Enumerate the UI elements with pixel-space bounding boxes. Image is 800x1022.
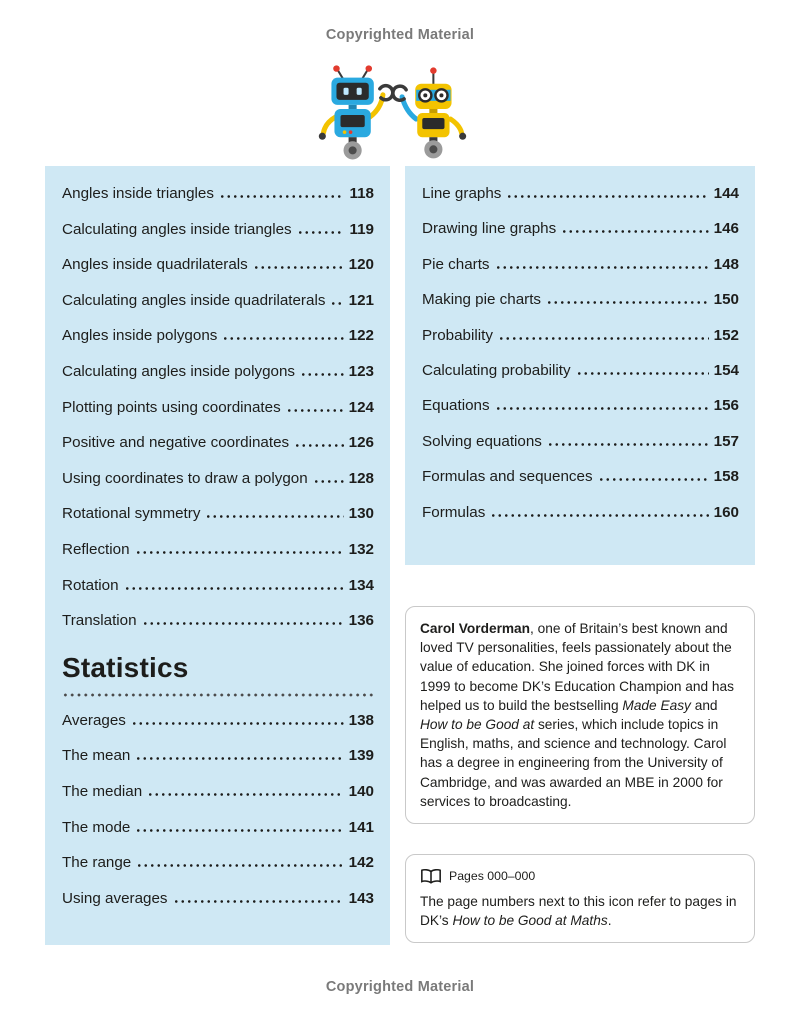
toc-entry: [62, 425, 374, 461]
toc-entry-page: 140: [348, 782, 374, 800]
dot-leader: [222, 337, 343, 340]
toc-entry: [62, 212, 374, 248]
toc-entry: [62, 176, 374, 212]
toc-entry-label: Calculating probability: [422, 361, 571, 379]
toc-entry-label: Calculating angles inside triangles: [62, 220, 292, 238]
dot-leader: [297, 231, 345, 234]
toc-entry-page: 156: [713, 397, 739, 415]
toc-entry: [422, 318, 739, 353]
toc-entry-page: 128: [348, 469, 374, 487]
copyright-notice-top: Copyrighted Material: [325, 27, 475, 43]
toc-entry-page: 132: [348, 540, 374, 558]
toc-entry: [62, 845, 374, 881]
toc-entry-page: 142: [348, 854, 374, 872]
pages-note-header: [420, 867, 740, 886]
dot-leader: [506, 195, 708, 198]
toc-entry-page: 121: [348, 291, 374, 309]
toc-entry-page: 144: [713, 185, 739, 202]
toc-panel-right: [405, 166, 755, 565]
toc-entry: [422, 211, 739, 246]
dot-leader: [313, 480, 344, 483]
toc-entry-page: 150: [713, 291, 739, 309]
dot-leader: [490, 514, 708, 517]
section-heading-statistics: Statistics: [62, 651, 189, 683]
dot-leader: [294, 444, 344, 447]
toc-entry-page: 146: [713, 220, 739, 238]
toc-entry-label: Calculating angles inside polygons: [62, 362, 296, 380]
dot-leader: [495, 266, 709, 269]
dot-leader: [495, 407, 709, 410]
toc-entry: [62, 703, 374, 739]
toc-entry-page: 138: [348, 711, 374, 729]
toc-entry: [422, 353, 739, 388]
toc-entry: [62, 532, 374, 568]
dot-leader: [131, 722, 344, 725]
toc-entry-label: Reflection: [62, 540, 130, 558]
robots-graphic: [287, 62, 499, 164]
toc-entry: [62, 603, 374, 639]
toc-entry-page: 152: [713, 326, 739, 344]
toc-entry-label: The range: [62, 854, 132, 872]
dot-leader: [598, 478, 709, 481]
dot-leader: [124, 587, 344, 590]
robot-yellow: [393, 67, 466, 158]
toc-entry-label: Formulas: [422, 503, 486, 521]
toc-entry-page: 158: [713, 468, 739, 486]
dot-leader: [135, 757, 343, 760]
toc-entry-page: 136: [348, 612, 374, 630]
toc-entry-label: Averages: [62, 711, 126, 729]
toc-panel-left: [45, 166, 390, 945]
toc-entry: [422, 388, 739, 423]
toc-entry-label: Angles inside triangles: [62, 185, 214, 202]
toc-entry-label: Solving equations: [422, 432, 542, 450]
bio-text: , one of Britain’s best known and loved TV personalities, feels passionately about the value of education. She joined forces with DK in 1999 to become DK’s Education Champion and has helped us to build the bestselling: [420, 621, 735, 713]
toc-entry-page: 123: [348, 362, 374, 380]
toc-entry-label: Plotting points using coordinates: [62, 398, 281, 416]
toc-entry: [62, 390, 374, 426]
dot-leader: [147, 793, 343, 796]
pages-note-text: The page numbers next to this icon refer to pages in DK’s How to be Good at Maths.: [420, 894, 737, 928]
dot-leader: [498, 337, 709, 340]
dot-leader: [547, 443, 709, 446]
toc-entry: [62, 774, 374, 810]
dot-leader: [576, 372, 709, 375]
dot-leader: [253, 266, 344, 269]
toc-entry-label: Using averages: [62, 889, 168, 907]
toc-entry: [62, 461, 374, 497]
toc-entry-label: Angles inside quadrilaterals: [62, 256, 248, 274]
toc-entry: [62, 354, 374, 390]
toc-entry: [422, 176, 739, 211]
robots-illustration: [287, 62, 499, 164]
bio-text: and: [690, 697, 718, 713]
book-title-italic: How to be Good at Maths: [452, 913, 608, 928]
toc-entry-label: The median: [62, 782, 143, 800]
toc-entry-page: 118: [349, 185, 374, 202]
toc-entry: [62, 247, 374, 283]
toc-entry-label: The mode: [62, 818, 131, 836]
author-name: Carol Vorderman: [420, 621, 531, 636]
toc-entry: [62, 568, 374, 604]
author-bio-box: [405, 606, 755, 824]
toc-entry: [62, 318, 374, 354]
toc-entry-page: 130: [348, 505, 374, 523]
toc-entry-label: Making pie charts: [422, 291, 542, 309]
toc-entry-label: Pie charts: [422, 255, 490, 273]
robot-blue: [319, 65, 393, 159]
dot-leader: [300, 373, 344, 376]
toc-entry: [422, 282, 739, 317]
toc-entry: [62, 738, 374, 774]
toc-entry-label: Angles inside polygons: [62, 327, 218, 345]
toc-entry-page: 126: [348, 434, 374, 452]
dot-leader: [136, 864, 343, 867]
dot-leader: [173, 900, 344, 903]
toc-entry-page: 124: [348, 398, 374, 416]
toc-entry: [422, 424, 739, 459]
toc-entry-label: Equations: [422, 397, 490, 415]
bio-title-made-easy: Made Easy: [622, 697, 691, 713]
toc-entry-label: Calculating angles inside quadrilaterals: [62, 291, 326, 309]
toc-entry-label: The mean: [62, 747, 131, 765]
toc-entry-page: 160: [713, 503, 739, 521]
toc-entry-page: 141: [348, 818, 374, 836]
toc-entry-page: 122: [348, 327, 374, 345]
dot-leader: [135, 829, 343, 832]
toc-entry-label: Probability: [422, 326, 493, 344]
copyright-notice-bottom: Copyrighted Material: [325, 979, 475, 995]
dot-leader: [546, 301, 709, 304]
toc-entry-page: 154: [713, 361, 739, 379]
dot-leader: [205, 515, 343, 518]
toc-entry-page: 139: [348, 747, 374, 765]
dot-leader: [286, 409, 344, 412]
dot-leader: [330, 302, 343, 305]
toc-entry-page: 143: [348, 889, 374, 907]
toc-entry-page: 120: [348, 256, 374, 274]
toc-entry-label: Formulas and sequences: [422, 468, 593, 486]
bio-text: series, which include topics in English, maths, and science and technology. Carol has a degree in engineering from the University of Cambridge, and was awarded an MBE in 2000 for services to broadcasting.: [420, 717, 727, 809]
toc-entry-label: Positive and negative coordinates: [62, 434, 290, 452]
dot-leader: [219, 195, 345, 198]
toc-entry-label: Rotational symmetry: [62, 505, 201, 523]
toc-entry: [62, 881, 374, 917]
dot-leader: [561, 230, 708, 233]
toc-entry-page: 157: [713, 432, 739, 450]
toc-entry: [62, 810, 374, 846]
dot-leader: [135, 551, 344, 554]
toc-entry-label: Rotation: [62, 576, 119, 594]
toc-entry-page: 148: [713, 255, 739, 273]
toc-entry-label: Using coordinates to draw a polygon: [62, 469, 308, 487]
toc-entry: [422, 247, 739, 282]
toc-entry-label: Drawing line graphs: [422, 220, 557, 238]
toc-entry-label: Line graphs: [422, 185, 502, 202]
toc-entry: [422, 495, 739, 530]
toc-entry-page: 134: [348, 576, 374, 594]
toc-entry-label: Translation: [62, 612, 137, 630]
dot-leader: [142, 622, 344, 625]
pages-note-box: [405, 854, 755, 943]
toc-entry-page: 119: [349, 220, 374, 238]
bio-title-how-to-be-good: How to be Good at: [420, 717, 535, 733]
open-book-icon: [420, 868, 442, 885]
toc-entry: [62, 496, 374, 532]
toc-entry: [62, 283, 374, 319]
pages-range-label: Pages 000–000: [449, 869, 536, 883]
dotted-divider: [62, 693, 374, 697]
toc-entry: [422, 459, 739, 494]
